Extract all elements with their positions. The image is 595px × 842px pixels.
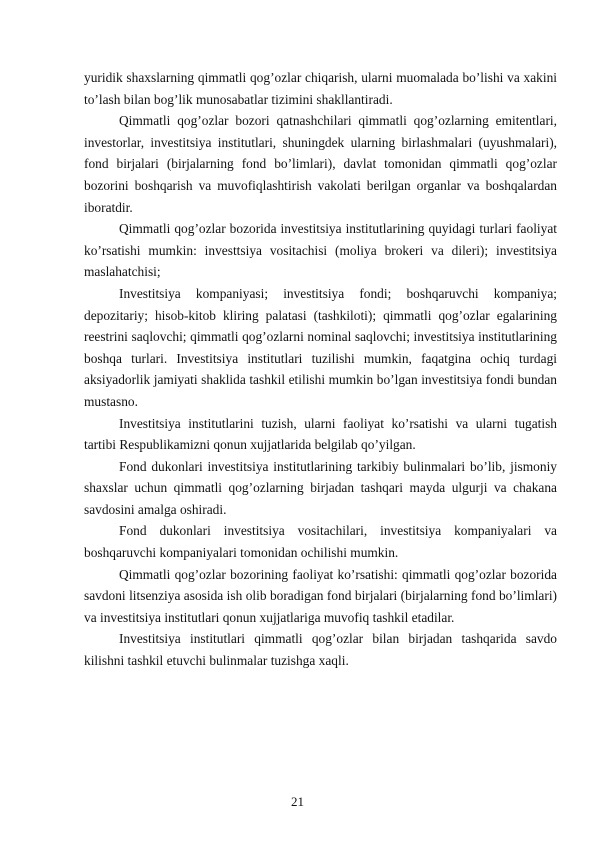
paragraph: Investitsiya institutlarini tuzish, ularni faoliyat ko’rsatishi va ularni tugatish tartibi Respublikamizni qonun xujjatlarida belgilab qo’yilgan.	[84, 415, 557, 453]
paragraph: Investitsiya kompaniyasi; investitsiya fondi; boshqaruvchi kompaniya; depozitariy; hisob-kitob kliring palatasi (tashkiloti); qimmatli qog’ozlar egalarining reestrini saqlovchi; qimmatli qog’ozlarni nominal saqlovchi; investitsiya institutlarining boshqa turlari. Investitsiya institutlari tuzilishi mumkin, faqatgina ochiq turdagi aksiyadorlik jamiyati shaklida tashkil etilishi mumkin bo’lgan investitsiya fondi bundan mustasno.	[84, 285, 557, 409]
document-body	[84, 67, 557, 672]
paragraph: Fond dukonlari investitsiya institutlarining tarkibiy bulinmalari bo’lib, jismoniy shaxslar uchun qimmatli qog’ozlarning birjadan tashqari mayda ulgurji va chakana savdosini amalga oshiradi.	[84, 458, 557, 517]
paragraph: Qimmatli qog’ozlar bozorining faoliyat ko’rsatishi: qimmatli qog’ozlar bozorida savdoni litsenziya asosida ish olib boradigan fond birjalari (birjalarning fond bo’limlari) va investitsiya institutlari qonun xujjatlariga muvofiq tashkil etadilar.	[84, 566, 557, 625]
paragraph: Qimmatli qog’ozlar bozori qatnashchilari qimmatli qog’ozlarning emitentlari, investorlar, investitsiya institutlari, shuningdek ularning birlashmalari (uyushmalari), fond birjalari (birjalarning fond bo’limlari), davlat tomonidan qimmatli qog’ozlar bozorini boshqarish va muvofiqlashtirish vakolati berilgan organlar va boshqalardan iboratdir.	[84, 113, 557, 215]
paragraph: yuridik shaxslarning qimmatli qog’ozlar chiqarish, ularni muomalada bo’lishi va xakini to’lash bilan bog’lik munosabatlar tizimini shakllantiradi.	[84, 70, 557, 107]
paragraph: Qimmatli qog’ozlar bozorida investitsiya institutlarining quyidagi turlari faoliyat ko’rsatishi mumkin: investtsiya vositachisi (moliya brokeri va dileri); investitsiya maslahatchisi;	[84, 221, 557, 280]
paragraph: Investitsiya institutlari qimmatli qog’ozlar bilan birjadan tashqarida savdo kilishni tashkil etuvchi bulinmalar tuzishga xaqli.	[84, 631, 557, 669]
page-number: 21	[291, 794, 304, 809]
paragraph: Fond dukonlari investitsiya vositachilari, investitsiya kompaniyalari va boshqaruvchi kompaniyalari tomonidan ochilishi mumkin.	[84, 523, 557, 561]
